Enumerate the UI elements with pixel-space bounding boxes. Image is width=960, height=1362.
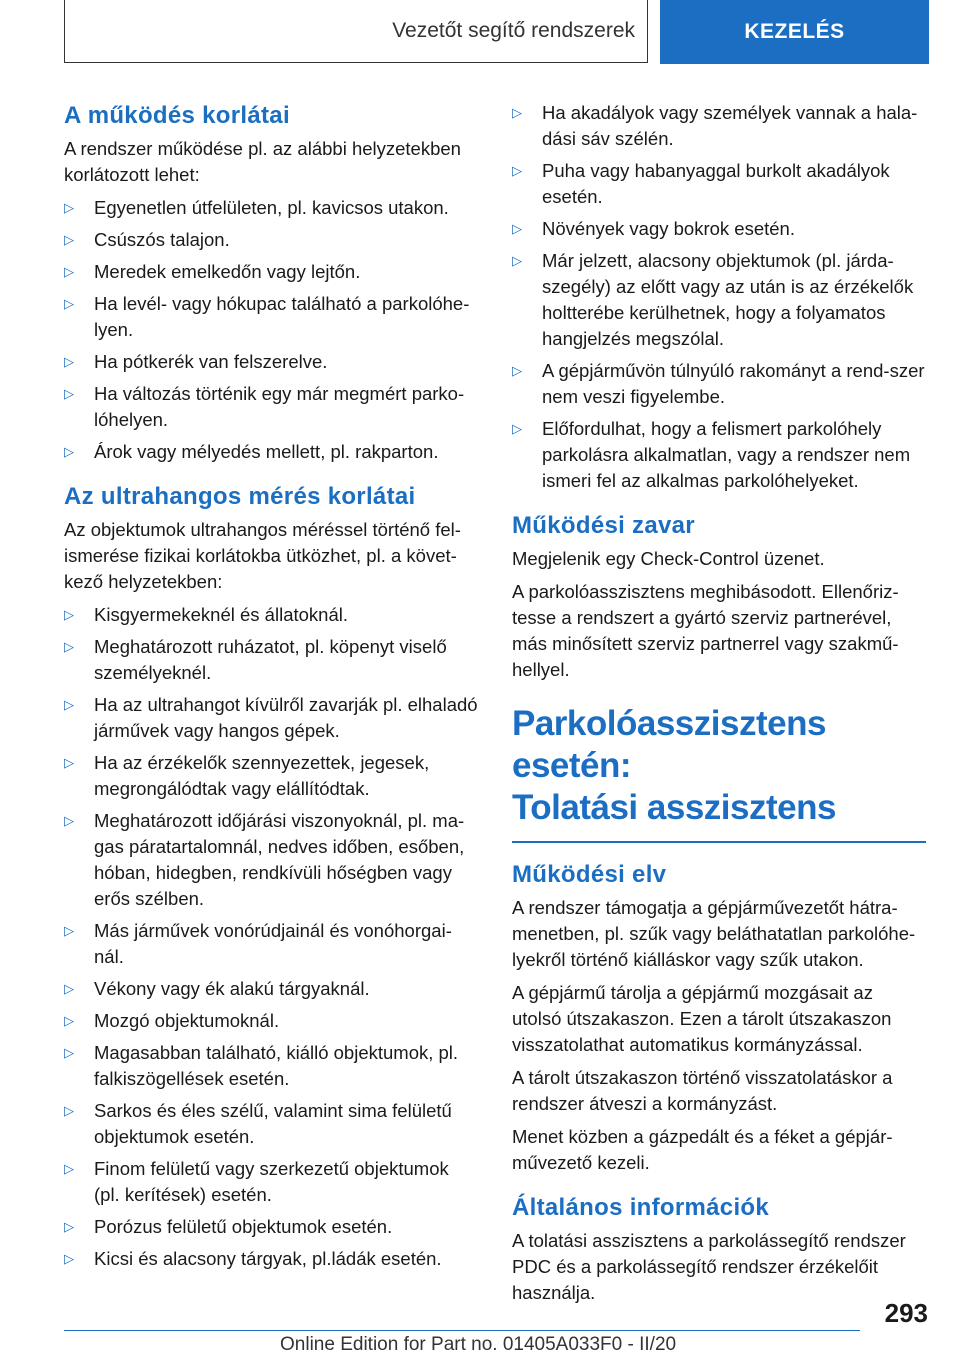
- paragraph-ultrasonic: Az objektumok ultrahangos méréssel történő fel-ismerése fizikai korlátokba ütközhet, pl. a követ-kező helyzetekben:: [64, 519, 461, 592]
- list-item-text: Egyenetlen útfelületen, pl. kavicsos utakon.: [94, 197, 449, 218]
- list-item-text: Sarkos és éles szélű, valamint sima felületű objektumok esetén.: [94, 1100, 452, 1147]
- list-item-text: Már jelzett, alacsony objektumok (pl. járda-szegély) az előtt vagy az után is az érzékelők holtterébe kerülhetnek, hogy a folyamatos hangjelzés megszólal.: [542, 250, 914, 349]
- paragraph-limits: A rendszer működése pl. az alábbi helyzetekben korlátozott lehet:: [64, 138, 461, 185]
- list-item-text: Ha változás történik egy már megmért parko-lóhelyen.: [94, 383, 465, 430]
- triangle-right-outline-icon: ▷: [64, 1161, 74, 1176]
- list-item: [64, 750, 478, 802]
- triangle-right-outline-icon: ▷: [512, 163, 522, 178]
- footer-edition: Online Edition for Part no. 01405A033F0 - II/20: [280, 1334, 677, 1355]
- list-item: [64, 1156, 478, 1208]
- triangle-right-outline-icon: ▷: [64, 1013, 74, 1028]
- heading-malfunction: Működési zavar: [512, 512, 695, 539]
- left-column: [64, 100, 478, 1278]
- triangle-right-outline-icon: ▷: [64, 386, 74, 401]
- list-item: [64, 1008, 478, 1034]
- list-item: [64, 1246, 478, 1272]
- list-item: [64, 692, 478, 744]
- list-item: [64, 1098, 478, 1150]
- list-item-text: Magasabban található, kiálló objektumok, pl. falkiszögellések esetén.: [94, 1042, 459, 1089]
- list-item: [512, 248, 926, 352]
- paragraph-principle-1: A rendszer támogatja a gépjárművezetőt hátra-menetben, pl. szűk vagy beláthatatlan parkolóhe-lyekről történő kiálláskor vagy szűk utakon.: [512, 897, 916, 970]
- main-title-line1: Parkolóasszisztens esetén:: [512, 704, 826, 785]
- list-item-text: A gépjárművön túlnyúló rakományt a rend-szer nem veszi figyelembe.: [542, 360, 925, 407]
- triangle-right-outline-icon: ▷: [512, 363, 522, 378]
- list-item: [512, 158, 926, 210]
- list-item: [64, 381, 478, 433]
- triangle-right-outline-icon: ▷: [64, 354, 74, 369]
- triangle-right-outline-icon: ▷: [512, 221, 522, 236]
- list-item-text: Ha az ultrahangot kívülről zavarják pl. elhaladó járművek vagy hangos gépek.: [94, 694, 478, 741]
- list-item-text: Porózus felületű objektumok esetén.: [94, 1216, 393, 1237]
- list-item-text: Kicsi és alacsony tárgyak, pl.ládák esetén.: [94, 1248, 442, 1269]
- list-item-text: Mozgó objektumoknál.: [94, 1010, 280, 1031]
- list-ultrasonic: [64, 602, 478, 1272]
- list-item-text: Ha az érzékelők szennyezettek, jegesek, megrongálódtak vagy elállítódtak.: [94, 752, 430, 799]
- list-item-text: Ha akadályok vagy személyek vannak a hala-dási sáv szélén.: [542, 102, 918, 149]
- list-item: [64, 808, 478, 912]
- heading-general: Általános információk: [512, 1194, 770, 1221]
- list-item: [512, 100, 926, 152]
- triangle-right-outline-icon: ▷: [64, 1251, 74, 1266]
- triangle-right-outline-icon: ▷: [64, 639, 74, 654]
- list-item-text: Előfordulhat, hogy a felismert parkolóhely parkolásra alkalmatlan, vagy a rendszer nem ismeri fel az alkalmas parkolóhelyeket.: [542, 418, 911, 491]
- triangle-right-outline-icon: ▷: [512, 105, 522, 120]
- list-limits: [64, 195, 478, 465]
- list-item-text: Növények vagy bokrok esetén.: [542, 218, 795, 239]
- list-item-text: Árok vagy mélyedés mellett, pl. rakparton.: [94, 441, 439, 462]
- list-item-text: Meghatározott időjárási viszonyoknál, pl. ma-gas páratartalomnál, nedves időben, esőben, hóban, hidegben, rendkívüli hőségben vagy erős szélben.: [94, 810, 465, 909]
- triangle-right-outline-icon: ▷: [64, 232, 74, 247]
- list-item: [64, 227, 478, 253]
- heading-limits: A működés korlátai: [64, 102, 290, 129]
- list-item-text: Puha vagy habanyaggal burkolt akadályok esetén.: [542, 160, 890, 207]
- triangle-right-outline-icon: ▷: [512, 421, 522, 436]
- list-item: [64, 602, 478, 628]
- triangle-right-outline-icon: ▷: [64, 200, 74, 215]
- page-number: 293: [884, 1298, 928, 1328]
- triangle-right-outline-icon: ▷: [64, 923, 74, 938]
- paragraph-principle-4: Menet közben a gázpedált és a féket a gépjár-művezető kezeli.: [512, 1126, 893, 1173]
- list-item-text: Csúszós talajon.: [94, 229, 230, 250]
- triangle-right-outline-icon: ▷: [64, 296, 74, 311]
- paragraph-principle-3: A tárolt útszakaszon történő visszatolatáskor a rendszer átveszi a kormányzást.: [512, 1067, 893, 1114]
- triangle-right-outline-icon: ▷: [64, 1103, 74, 1118]
- list-item-text: Ha levél- vagy hókupac található a parkolóhe-lyen.: [94, 293, 470, 340]
- paragraph-malfunction-1: Megjelenik egy Check-Control üzenet.: [512, 548, 825, 569]
- page-header: [64, 0, 929, 64]
- list-item-text: Ha pótkerék van felszerelve.: [94, 351, 328, 372]
- heading-principle: Működési elv: [512, 861, 667, 888]
- list-item: [512, 358, 926, 410]
- list-item: [64, 291, 478, 343]
- list-item: [512, 216, 926, 242]
- triangle-right-outline-icon: ▷: [64, 981, 74, 996]
- triangle-right-outline-icon: ▷: [512, 253, 522, 268]
- triangle-right-outline-icon: ▷: [64, 264, 74, 279]
- triangle-right-outline-icon: ▷: [64, 444, 74, 459]
- list-item: [64, 634, 478, 686]
- list-item: [64, 1214, 478, 1240]
- list-item: [64, 259, 478, 285]
- main-title-line2: Tolatási asszisztens: [512, 788, 836, 827]
- list-item-text: Meredek emelkedőn vagy lejtőn.: [94, 261, 361, 282]
- triangle-right-outline-icon: ▷: [64, 697, 74, 712]
- footer-divider: [64, 1330, 860, 1331]
- list-item-text: Meghatározott ruházatot, pl. köpenyt viselő személyeknél.: [94, 636, 447, 683]
- heading-ultrasonic: Az ultrahangos mérés korlátai: [64, 483, 416, 510]
- list-item-text: Vékony vagy ék alakú tárgyaknál.: [94, 978, 370, 999]
- section-title: Vezetőt segítő rendszerek: [64, 0, 648, 63]
- list-item: [64, 439, 478, 465]
- triangle-right-outline-icon: ▷: [64, 813, 74, 828]
- chapter-tab[interactable]: KEZELÉS: [660, 0, 929, 64]
- list-item-text: Finom felületű vagy szerkezetű objektumok (pl. kerítések) esetén.: [94, 1158, 449, 1205]
- triangle-right-outline-icon: ▷: [64, 607, 74, 622]
- list-item: [64, 195, 478, 221]
- section-divider: [512, 841, 926, 843]
- list-item-text: Más járművek vonórúdjainál és vonóhorgai-nál.: [94, 920, 452, 967]
- triangle-right-outline-icon: ▷: [64, 1045, 74, 1060]
- list-item: [64, 349, 478, 375]
- triangle-right-outline-icon: ▷: [64, 755, 74, 770]
- main-section-title: [512, 703, 926, 829]
- triangle-right-outline-icon: ▷: [64, 1219, 74, 1234]
- paragraph-malfunction-2: A parkolóasszisztens meghibásodott. Ellenőriz-tesse a rendszert a gyártó szerviz partnerével, más minősített szerviz partnerrel vagy szakmű-hellyel.: [512, 581, 899, 680]
- paragraph-general: A tolatási asszisztens a parkolássegítő rendszer PDC és a parkolássegítő rendszer érzékelőit használja.: [512, 1230, 906, 1303]
- right-column: [512, 100, 926, 1313]
- list-ultrasonic-continued: [512, 100, 926, 494]
- list-item-text: Kisgyermekeknél és állatoknál.: [94, 604, 348, 625]
- list-item: [64, 918, 478, 970]
- list-item: [512, 416, 926, 494]
- list-item: [64, 1040, 478, 1092]
- paragraph-principle-2: A gépjármű tárolja a gépjármű mozgásait az utolsó útszakaszon. Ezen a tárolt útszakaszon visszatolathat automatikus kormányzással.: [512, 982, 892, 1055]
- list-item: [64, 976, 478, 1002]
